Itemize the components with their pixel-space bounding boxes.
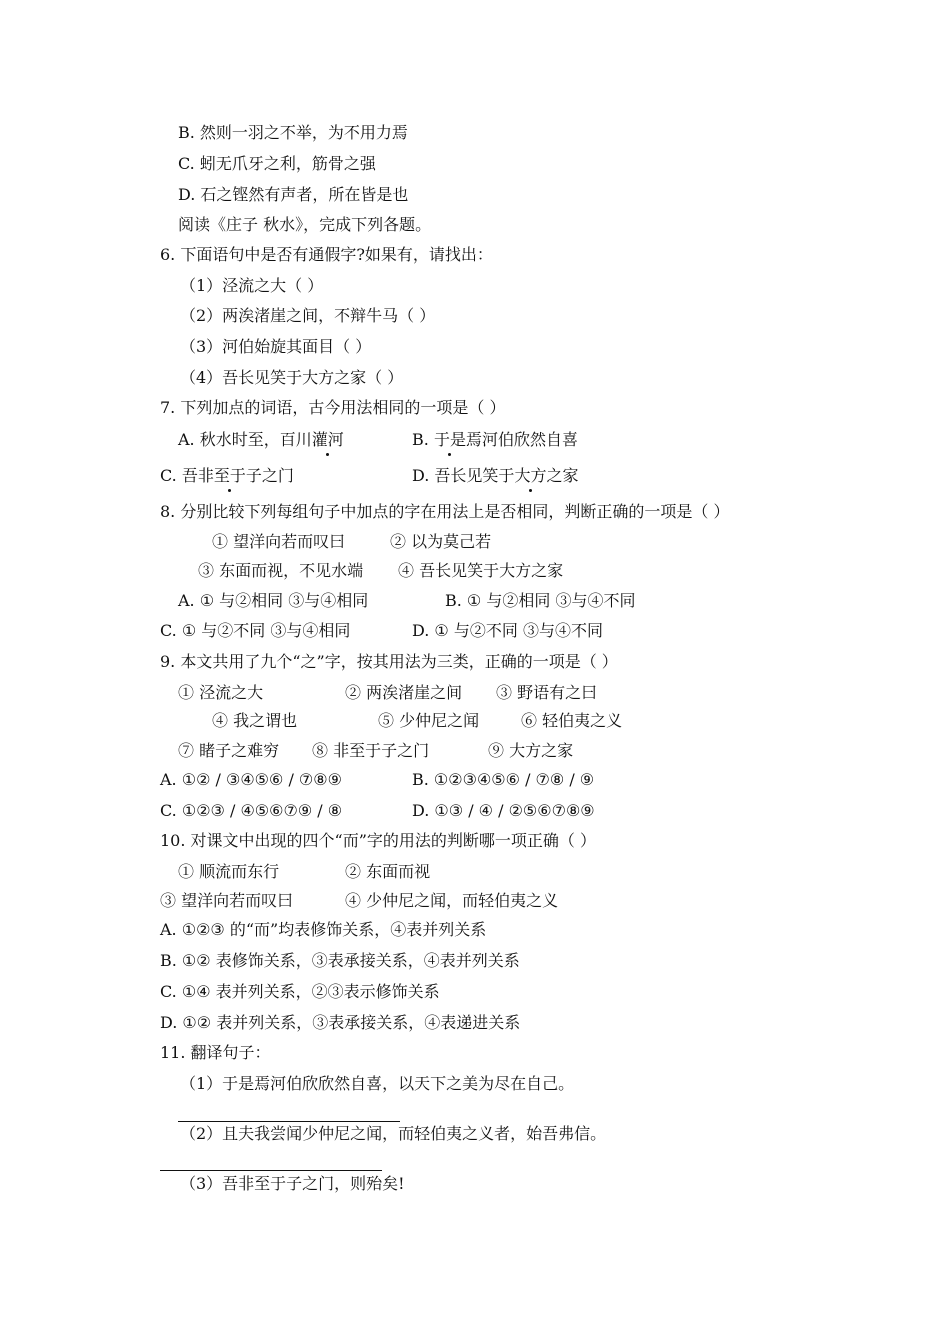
q8-sentence: ② 以为莫己若	[390, 532, 492, 551]
q9-item: ③ 野语有之曰	[496, 683, 598, 702]
q10-option-c: C. ①④ 表并列关系，②③表示修饰关系	[160, 982, 440, 1001]
q9-option-a: A. ①② / ③④⑤⑥ / ⑦⑧⑨	[160, 770, 342, 789]
q11-sentence: （1）于是焉河伯欣欣然自喜，以天下之美为尽在自己。	[180, 1074, 575, 1093]
q10-stem: 10. 对课文中出现的四个“而”字的用法的判断哪一项正确（ ）	[160, 831, 596, 850]
q6-item: （4）吾长见笑于大方之家（ ）	[180, 368, 404, 387]
q5-option-d: D. 石之铿然有声者，所在皆是也	[178, 185, 409, 204]
q5-option-c: C. 蚓无爪牙之利，筋骨之强	[178, 154, 376, 173]
q6-stem: 6. 下面语句中是否有通假字?如果有，请找出：	[160, 245, 493, 264]
option-text: B.	[412, 430, 434, 449]
q10-sentence: ③ 望洋向若而叹曰	[160, 891, 294, 910]
q9-item: ⑤ 少仲尼之闻	[378, 711, 480, 730]
q7-option-c	[160, 466, 294, 486]
dotted-word: 灌河	[311, 430, 344, 449]
q11-sentence: （3）吾非至于子之门，则殆矣!	[180, 1174, 405, 1193]
q8-option-a: A. ① 与②相同 ③与④相同	[178, 591, 369, 610]
reading-prompt: 阅读《庄子 秋水》，完成下列各题。	[178, 215, 432, 234]
q9-item: ⑨ 大方之家	[488, 741, 574, 760]
q9-option-b: B. ①②③④⑤⑥ / ⑦⑧ / ⑨	[412, 770, 595, 789]
q11-stem: 11. 翻译句子：	[160, 1043, 271, 1062]
q8-sentence: ① 望洋向若而叹曰	[212, 532, 346, 551]
q6-item: （1）泾流之大（ ）	[180, 276, 324, 295]
q8-sentence: ④ 吾长见笑于大方之家	[398, 561, 564, 580]
q10-option-a: A. ①②③ 的“而”均表修饰关系，④表并列关系	[160, 920, 487, 939]
q8-option-b: B. ① 与②相同 ③与④不同	[445, 591, 636, 610]
option-text: A. 秋水时至，百川	[178, 430, 312, 449]
answer-line	[178, 1121, 400, 1122]
dotted-word: 于是	[433, 430, 466, 449]
q6-item: （2）两涘渚崖之间，不辩牛马（ ）	[180, 306, 436, 325]
dotted-word: 至于	[213, 466, 246, 485]
q8-option-c: C. ① 与②不同 ③与④相同	[160, 621, 351, 640]
answer-line	[160, 1170, 382, 1171]
q9-item: ⑧ 非至于子之门	[312, 741, 430, 760]
q10-sentence: ② 东面而视	[345, 862, 431, 881]
option-text: C. 吾非	[160, 466, 214, 485]
q10-option-d: D. ①② 表并列关系，③表承接关系，④表递进关系	[160, 1013, 521, 1032]
q10-sentence: ④ 少仲尼之闻，而轻伯夷之义	[345, 891, 559, 910]
q9-option-c: C. ①②③ / ④⑤⑥⑦⑨ / ⑧	[160, 801, 343, 820]
q9-item: ② 两涘渚崖之间	[345, 683, 463, 702]
q7-option-d	[412, 466, 578, 486]
q9-item: ① 泾流之大	[178, 683, 264, 702]
q8-stem: 8. 分别比较下列每组句子中加点的字在用法上是否相同，判断正确的一项是（ ）	[160, 502, 730, 521]
q8-sentence: ③ 东面而视，不见水端	[198, 561, 364, 580]
q6-item: （3）河伯始旋其面目（ ）	[180, 337, 372, 356]
q7-option-a	[178, 430, 344, 450]
q9-item: ⑥ 轻伯夷之义	[521, 711, 623, 730]
q9-item: ⑦ 睹子之难穷	[178, 741, 280, 760]
q10-option-b: B. ①② 表修饰关系，③表承接关系，④表并列关系	[160, 951, 520, 970]
q9-option-d: D. ①③ / ④ / ②⑤⑥⑦⑧⑨	[412, 801, 595, 820]
q8-option-d: D. ① 与②不同 ③与④不同	[412, 621, 603, 640]
dotted-word: 大方	[514, 466, 547, 485]
option-text: 子之门	[245, 466, 294, 485]
q9-stem: 9. 本文共用了九个“之”字，按其用法为三类，正确的一项是（ ）	[160, 652, 618, 671]
q7-stem: 7. 下列加点的词语，古今用法相同的一项是（ ）	[160, 398, 506, 417]
q5-option-b: B. 然则一羽之不举，为不用力焉	[178, 123, 408, 142]
q7-option-b	[412, 430, 578, 450]
q9-item: ④ 我之谓也	[212, 711, 298, 730]
option-text: 之家	[546, 466, 579, 485]
option-text: D. 吾长见笑于	[412, 466, 515, 485]
q10-sentence: ① 顺流而东行	[178, 862, 280, 881]
option-text: 焉河伯欣然自喜	[465, 430, 578, 449]
q11-sentence: （2）且夫我尝闻少仲尼之闻，而轻伯夷之义者，始吾弗信。	[180, 1124, 607, 1143]
